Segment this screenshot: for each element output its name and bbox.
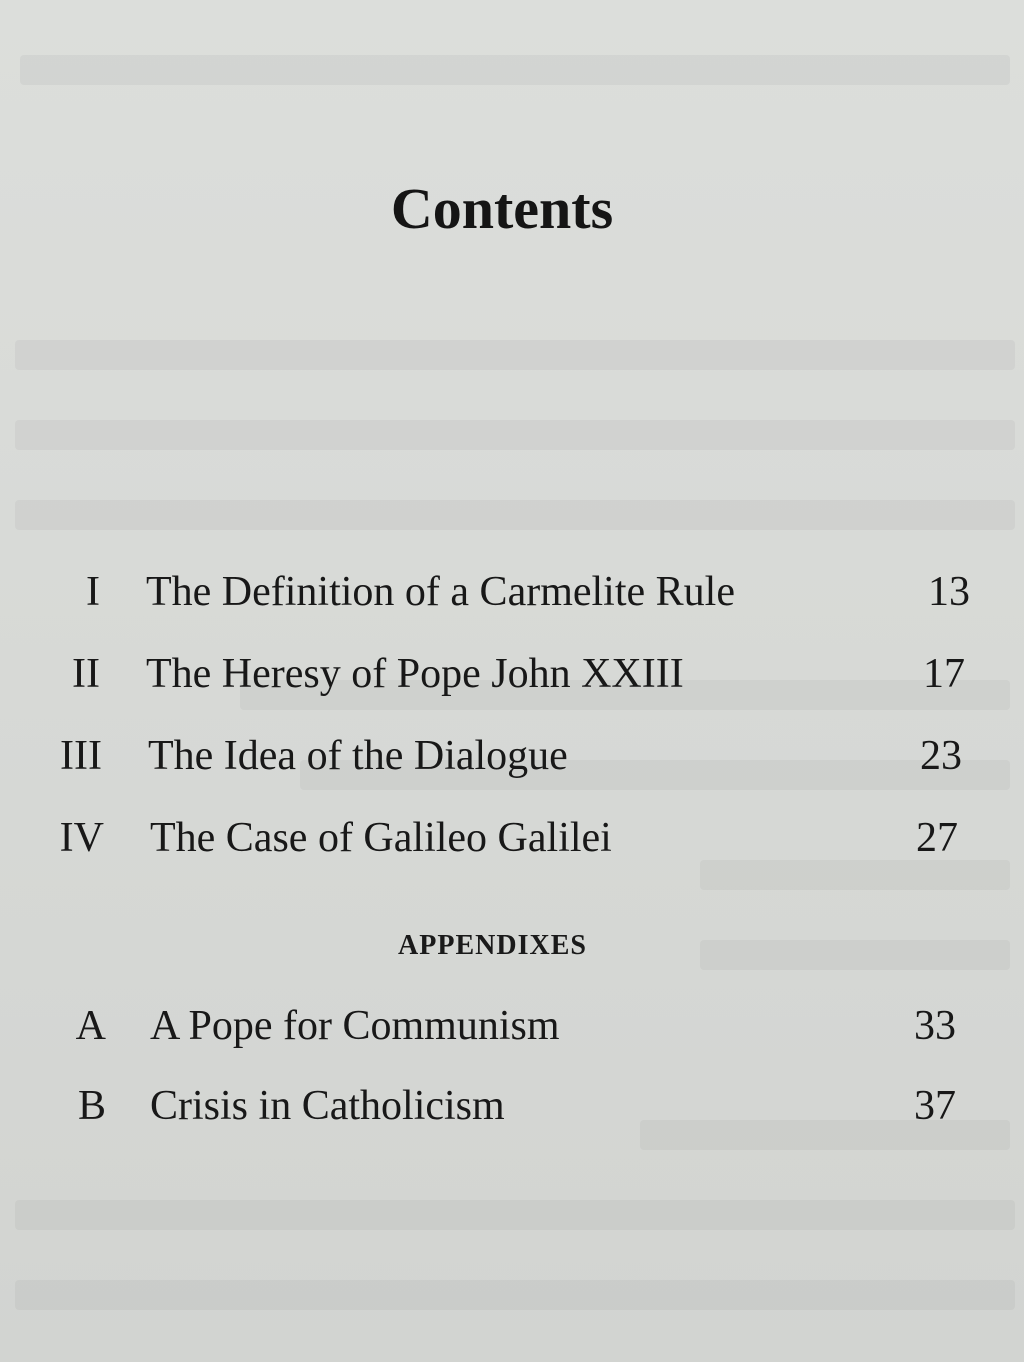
appendix-title: A Pope for Communism [150,1003,560,1049]
toc-entry[interactable] [0,1082,1024,1138]
appendix-page-number: 37 [914,1083,956,1129]
appendix-letter: A [75,1003,106,1049]
toc-entry[interactable] [0,814,1024,870]
chapter-page-number: 17 [923,651,965,697]
chapter-numeral: I [86,569,100,615]
chapter-numeral: IV [59,815,104,861]
chapter-title: The Idea of the Dialogue [148,733,568,779]
appendix-letter: B [77,1083,106,1129]
toc-entry[interactable] [0,568,1024,624]
toc-entry[interactable] [0,1002,1024,1058]
chapter-title: The Definition of a Carmelite Rule [146,569,735,615]
appendix-title: Crisis in Catholicism [150,1083,505,1129]
appendix-page-number: 33 [914,1003,956,1049]
toc-entry[interactable] [0,732,1024,788]
page-title: Contents [390,176,614,241]
chapter-page-number: 13 [928,569,970,615]
chapter-title: The Case of Galileo Galilei [150,815,612,861]
chapter-page-number: 27 [916,815,958,861]
appendixes-heading: APPENDIXES [398,930,587,961]
chapter-numeral: III [60,733,102,779]
chapter-page-number: 23 [920,733,962,779]
chapter-title: The Heresy of Pope John XXIII [146,651,684,697]
toc-entry[interactable] [0,650,1024,706]
chapter-numeral: II [72,651,100,697]
